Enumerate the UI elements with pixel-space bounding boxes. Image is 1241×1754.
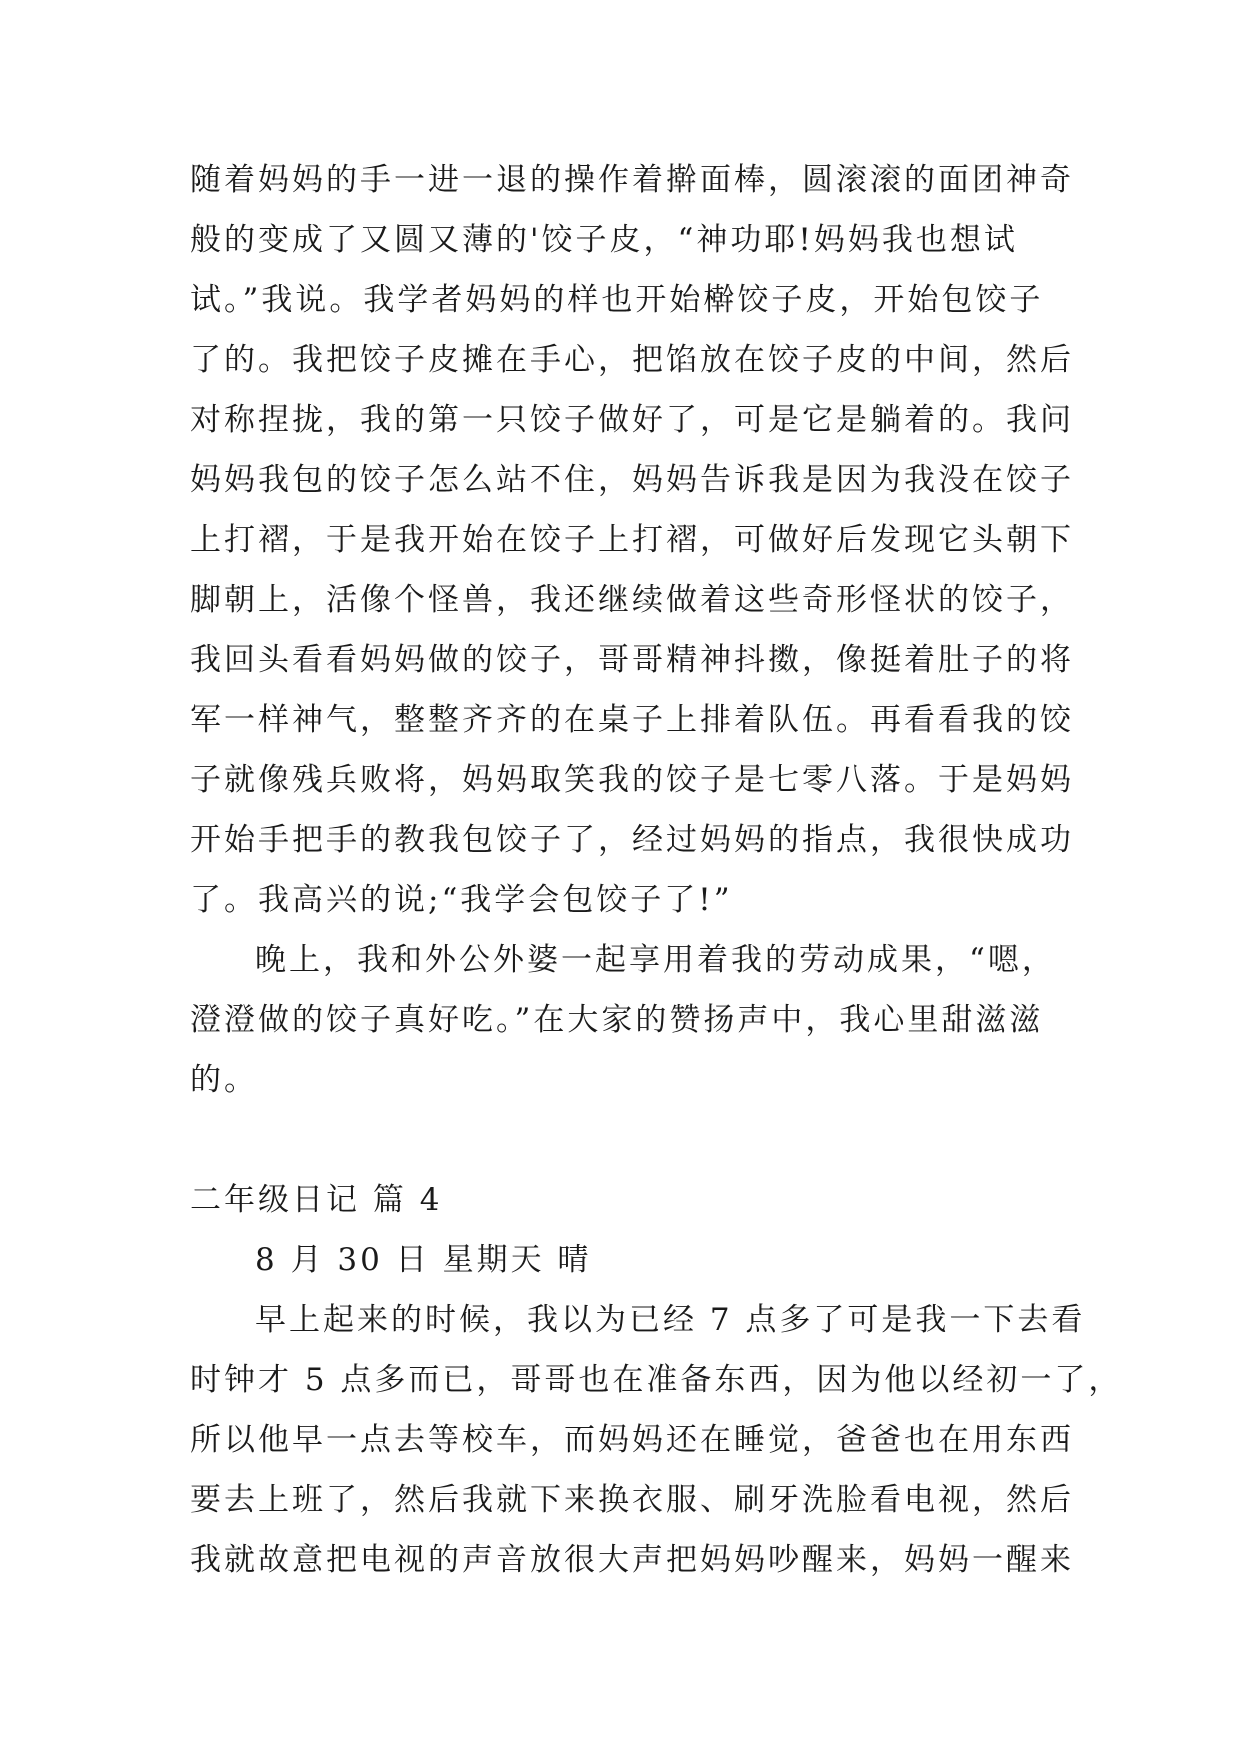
story-line: 般的变成了又圆又薄的'饺子皮，“神功耶!妈妈我也想试 (190, 222, 1018, 258)
story-line: 子就像残兵败将，妈妈取笑我的饺子是七零八落。于是妈妈 (190, 762, 1074, 798)
diary-line: 我就故意把电视的声音放很大声把妈妈吵醒来，妈妈一醒来 (190, 1542, 1074, 1578)
date-line: 8 月 30 日 星期天 晴 (255, 1242, 592, 1278)
story-line: 试。”我说。我学者妈妈的样也开始檊饺子皮，开始包饺子 (190, 282, 1044, 318)
story-line: 上打褶，于是我开始在饺子上打褶，可做好后发现它头朝下 (190, 522, 1074, 558)
story-line: 对称捏拢，我的第一只饺子做好了，可是它是躺着的。我问 (190, 402, 1074, 438)
diary-line: 早上起来的时候，我以为已经 7 点多了可是我一下去看 (255, 1302, 1086, 1338)
story-line: 开始手把手的教我包饺子了，经过妈妈的指点，我很快成功 (190, 822, 1074, 858)
diary-line: 要去上班了，然后我就下来换衣服、刷牙洗脸看电视，然后 (190, 1482, 1074, 1518)
story-line: 妈妈我包的饺子怎么站不住，妈妈告诉我是因为我没在饺子 (190, 462, 1074, 498)
story-line: 随着妈妈的手一进一退的操作着擀面棒，圆滚滚的面团神奇 (190, 162, 1074, 198)
section-title: 二年级日记 篇 4 (190, 1182, 443, 1218)
evening-line: 的。 (190, 1062, 258, 1098)
diary-line: 所以他早一点去等校车，而妈妈还在睡觉，爸爸也在用东西 (190, 1422, 1074, 1458)
story-line: 了的。我把饺子皮摊在手心，把馅放在饺子皮的中间，然后 (190, 342, 1074, 378)
diary-line: 时钟才 5 点多而已，哥哥也在准备东西，因为他以经初一了， (190, 1362, 1123, 1398)
evening-line: 晚上，我和外公外婆一起享用着我的劳动成果，“嗯， (255, 942, 1056, 978)
story-line: 了。我高兴的说;“我学会包饺子了!” (190, 882, 733, 918)
story-line: 我回头看看妈妈做的饺子，哥哥精神抖擞，像挺着肚子的将 (190, 642, 1074, 678)
story-line: 脚朝上，活像个怪兽，我还继续做着这些奇形怪状的饺子， (190, 582, 1074, 618)
evening-line: 澄澄做的饺子真好吃。”在大家的赞扬声中，我心里甜滋滋 (190, 1002, 1044, 1038)
story-line: 军一样神气，整整齐齐的在桌子上排着队伍。再看看我的饺 (190, 702, 1074, 738)
